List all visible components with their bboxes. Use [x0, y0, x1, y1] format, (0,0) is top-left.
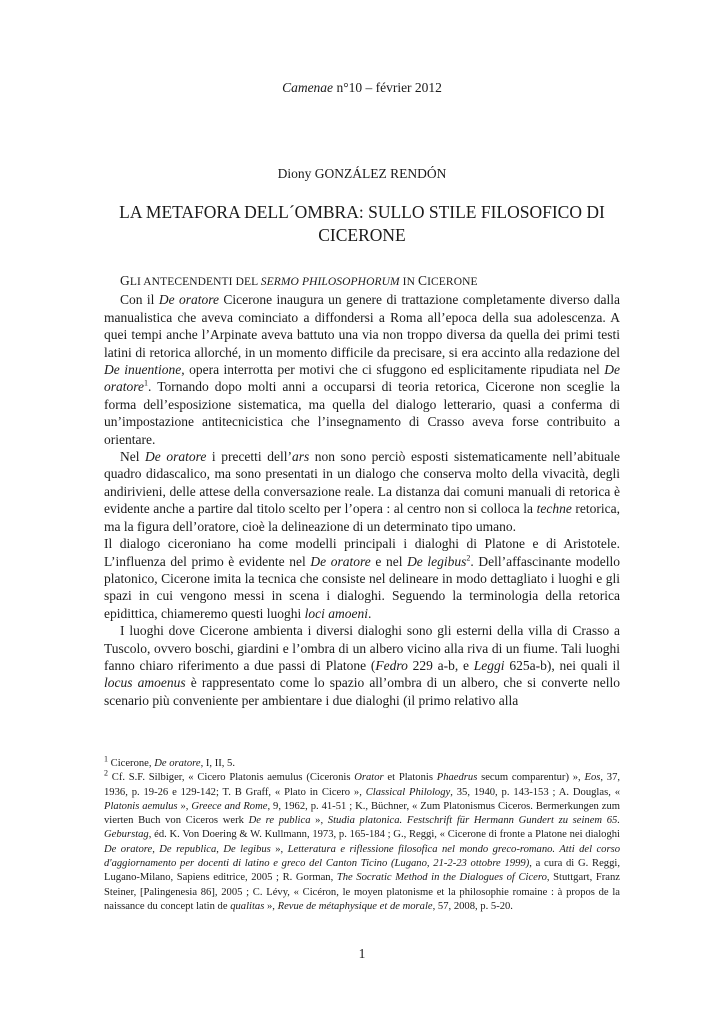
journal-issue: n°10 – février 2012: [333, 80, 442, 95]
footnote-1: $^1$ Cicerone, De oratore, I, II, 5.: [104, 754, 235, 769]
paragraph-1: Con il De oratore Cicerone inaugura un genere di trattazione completamente diverso dalla manualistica che aveva cominciato a diffondersi a Roma all’epoca della sua adolescenza. A quei tempi anche l’Arpinate aveva battuto una via non troppo diversa da quella dei primi testi latini di retorica allorché, in un momento difficile da precisare, si era accinto alla redazione del De inuentione, opera interrotta per motivi che ci sfuggono ed esplicitamente ripudiata nel De oratore$^1$. Tornando dopo molti anni a occuparsi di teoria retorica, Cicerone non sceglie la forma dell’esposizione sistematica, ma quella del dialogo letterario, quasi a conferma di un’impostazione antitecnicistica che l’insegnamento di Crasso aveva forse contribuito a orientare.: [104, 292, 620, 447]
paragraph-2: Nel De oratore i precetti dell’ars non sono perciò esposti sistematicamente nell’abituale quadro didascalico, ma sono presentati in un dialogo che conserva molto della vivacità, degli andirivieni, delle attese della conversazione reale. La distanza dai comuni manuali di retorica è evidente anche a partire dal titolo scelto per l’opera : al centro non si colloca la techne retorica, ma la figura dell’oratore, cioè la delineazione di un determinato tipo umano.: [104, 449, 621, 534]
journal-header: [0, 80, 724, 96]
paragraph-3: Il dialogo ciceroniano ha come modelli principali i dialoghi di Platone e di Aristotele. L’influenza del primo è evidente nel De oratore e nel De legibus$^2$. Dell’affascinante modello platonico, Cicerone imita la tecnica che consiste nel delineare in modo dettagliato i luoghi e gli spazi in cui vengono messi in scena i dialoghi. Seguendo la terminologia della retorica epidittica, chiameremo questi luoghi loci amoeni.: [104, 536, 620, 621]
section-heading: GLI ANTECENDENTI DEL SERMO PHILOSOPHORUM IN CICERONE: [120, 273, 478, 288]
footnote-ref-2[interactable]: 2: [466, 553, 471, 562]
paragraph-4: I luoghi dove Cicerone ambienta i diversi dialoghi sono gli esterni della villa di Crasso a Tuscolo, ovvero boschi, giardini e l’ombra di un albero vicino alla riva di un fiume. Tali luoghi fanno chiaro riferimento a due passi di Platone (Fedro 229 a-b, e Leggi 625a-b), nei quali il locus amoenus è rappresentato come lo spazio all’ombra di un albero, che si converte nello scenario più conveniente per ambientare i due dialoghi (il primo relativo alla: [104, 623, 620, 708]
footnotes: [104, 754, 621, 914]
author-name: Diony GONZÁLEZ RENDÓN: [277, 166, 447, 181]
footnote-ref-1[interactable]: 1: [144, 378, 148, 388]
page-number: 1: [358, 946, 366, 961]
article-body: [104, 272, 620, 709]
article-title: LA METAFORA DELL´OMBRA: SULLO STILE FILOSOFICO DI CICERONE: [119, 202, 605, 245]
journal-name: Camenae: [282, 80, 334, 95]
footnote-2: $^2$ Cf. S.F. Silbiger, « Cicero Platonis aemulus (Ciceronis Orator et Platonis Phaedrus secum comparentur) », Eos, 37, 1936, p. 19-26 e 129-142; T. B Graff, « Plato in Cicero », Classical Philology, 35, 1940, p. 143-153 ; A. Douglas, « Platonis aemulus », Greece and Rome, 9, 1962, p. 41-51 ; K., Büchner, « Zum Platonismus Ciceros. Bermerkungen zum vierten Buch von Ciceros werk De re publica », Studia platonica. Festschrift für Hermann Gundert zu seinem 65. Geburstag, éd. K. Von Doering & W. Kullmann, 1973, p. 165-184 ; G., Reggi, « Cicerone di fronte a Platone nei dialoghi De oratore, De republica, De legibus », Letteratura e riflessione filosofica nel mondo greco-romano. Atti del corso d'aggiornamento per docenti di latino e greco del Canton Ticino (Lugano, 21-2-23 ottobre 1999), a cura di G. Reggi, Lugano-Milano, Sapiens editrice, 2005 ; R. Gorman, The Socratic Method in the Dialogues of Cicero, Stuttgart, Franz Steiner, [Palingenesia 86], 2005 ; C. Lévy, « Cicéron, le moyen platonisme et la philosophie romaine : à propos de la naissance du concept latin de qualitas », Revue de métaphysique et de morale, 57, 2008, p. 5-20.: [104, 768, 621, 912]
